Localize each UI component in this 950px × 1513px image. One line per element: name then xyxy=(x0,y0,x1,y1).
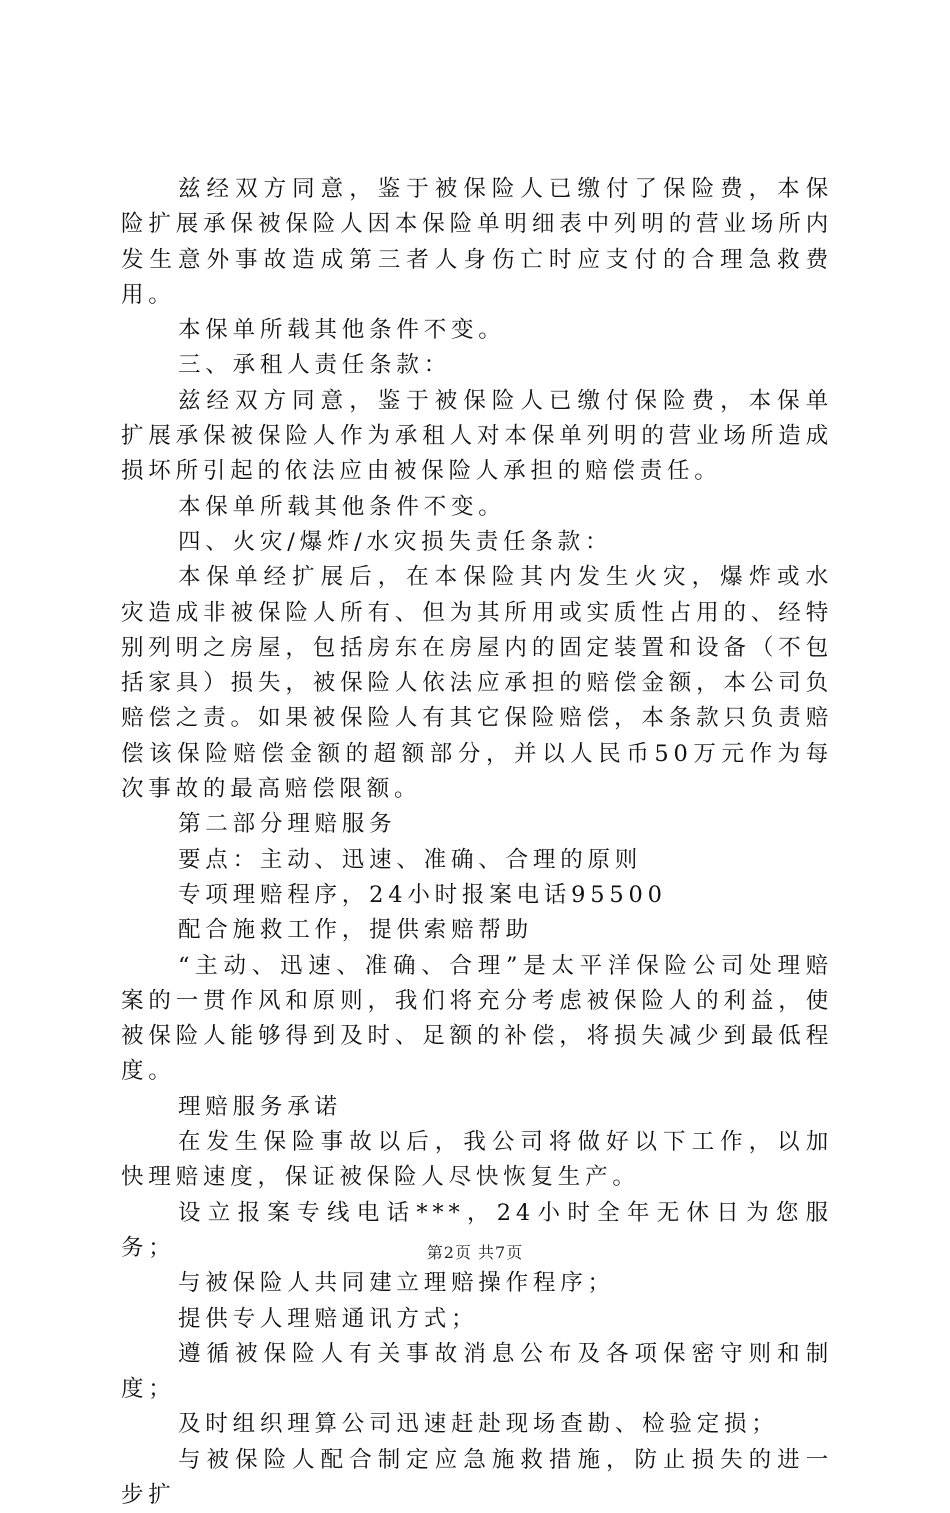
paragraph: 在发生保险事故以后，我公司将做好以下工作，以加快理赔速度，保证被保险人尽快恢复生产。 xyxy=(121,1129,833,1191)
paragraph: 兹经双方同意，鉴于被保险人已缴付保险费，本保单扩展承保被保险人作为承租人对本保单列明的营业场所造成损坏所引起的依法应由被保险人承担的赔偿责任。 xyxy=(121,387,833,485)
paragraph: 配合施救工作，提供索赔帮助 xyxy=(178,917,533,944)
section-heading: 理赔服务承诺 xyxy=(178,1093,342,1120)
paragraph: “主动、迅速、准确、合理”是太平洋保险公司处理赔案的一贯作风和原则，我们将充分考虑被保险人的利益，使被保险人能够得到及时、足额的补偿，将损失减少到最低程度。 xyxy=(121,952,833,1085)
page-number-footer: 第2页 共7页 xyxy=(426,1243,524,1262)
paragraph: 本保单所载其他条件不变。 xyxy=(178,317,506,344)
paragraph: 本保单经扩展后，在本保险其内发生火灾，爆炸或水灾造成非被保险人所有、但为其所用或实质性占用的、经特别列明之房屋，包括房东在房屋内的固定装置和设备（不包括家具）损失，被保险人依法应承担的赔偿金额，本公司负赔偿之责。如果被保险人有其它保险赔偿，本条款只负责赔偿该保险赔偿金额的超额部分，并以人民币50万元作为每次事故的最高赔偿限额。 xyxy=(121,564,833,803)
list-item: 设立报案专线电话***，24小时全年无休日为您服务； xyxy=(121,1199,833,1261)
list-item: 提供专人理赔通讯方式； xyxy=(178,1305,479,1332)
section-heading: 第二部分理赔服务 xyxy=(178,811,397,838)
list-item: 遵循被保险人有关事故消息公布及各项保密守则和制度； xyxy=(121,1340,833,1403)
list-item: 与被保险人共同建立理赔操作程序； xyxy=(178,1270,615,1297)
paragraph: 要点：主动、迅速、准确、合理的原则 xyxy=(178,846,643,873)
document-body xyxy=(121,172,833,1513)
paragraph: 本保单所载其他条件不变。 xyxy=(178,493,506,520)
section-heading: 四、火灾/爆炸/水灾损失责任条款： xyxy=(178,528,613,555)
paragraph: 兹经双方同意，鉴于被保险人已缴付了保险费，本保险扩展承保被保险人因本保险单明细表中列明的营业场所内发生意外事故造成第三者人身伤亡时应支付的合理急救费用。 xyxy=(121,176,833,308)
list-item: 及时组织理算公司迅速赶赴现场查勘、检验定损； xyxy=(178,1411,779,1438)
section-heading: 三、承租人责任条款： xyxy=(178,352,452,379)
list-item: 与被保险人配合制定应急施救措施，防止损失的进一步扩 xyxy=(121,1446,833,1508)
paragraph: 专项理赔程序，24小时报案电话95500 xyxy=(178,881,667,908)
